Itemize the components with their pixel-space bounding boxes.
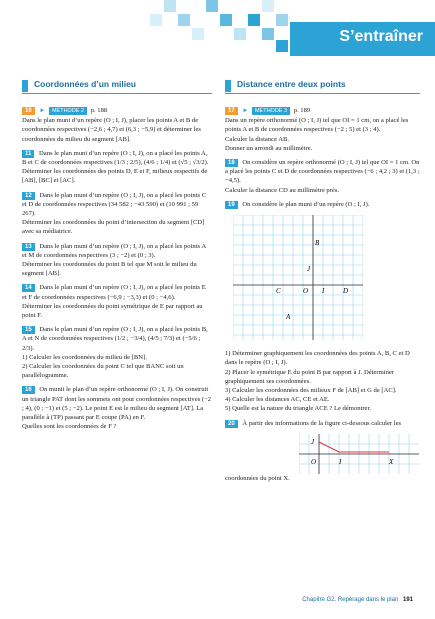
- exercise-text-2: Déterminer les coordonnées des points D, E et F, milieux respectifs de [AB], [BC] et [AC].: [22, 168, 208, 185]
- page-title: S’entraîner: [339, 28, 423, 45]
- method-link[interactable]: MÉTHODE 3: [252, 107, 290, 115]
- exercise-18: [225, 158, 420, 195]
- arrow-icon: ►: [39, 108, 46, 114]
- exercise-17: [225, 106, 420, 153]
- point-label-i: I: [322, 287, 325, 296]
- exercise-text: Dans le plan muni d’un repère (O ; I, J), on a placé les points A et M de coordonnées respectives (3 ; −2) et (0 ; 3).: [22, 242, 206, 259]
- point-label-b: B: [315, 239, 320, 248]
- exercise-item: 1) Calculer les coordonnées du milieu de [BN].: [22, 353, 147, 361]
- exercise-text: Dans le plan muni d’un repère (O ; I, J), placer les points A et B de coordonnées respectives (−2,6 ; 4,7) et (6,3 ; −5,9) et déterminer les coordonnées du milieu du segment [AB].: [22, 117, 202, 143]
- page-number: 191: [402, 597, 413, 603]
- exercise-item: 3) Calculer les coordonnées des milieux F de [AB] et G de [AC].: [225, 387, 397, 395]
- chapter-label: Chapitre G2.: [302, 597, 337, 603]
- exercise-text: À partir des informations de la figure ci-dessous calculer les coordonnées du point X.: [225, 419, 402, 482]
- exercise-number: 20: [225, 420, 238, 428]
- exercise-text-2: Déterminer les coordonnées du point d’intersection du segment [CD] avec sa médiatrice.: [22, 219, 205, 236]
- method-link[interactable]: MÉTHODE 2: [49, 107, 87, 115]
- exercise-text: On considère le plan muni d’un repère (O ; I, J).: [242, 200, 370, 208]
- page-footer: [302, 597, 413, 603]
- decorative-squares: [150, 0, 290, 62]
- point-label-i: I: [339, 457, 342, 466]
- exercise-text: Dans le plan muni d’un repère (O ; I, J), on a placé les points C et D de coordonnées respectives (34 582 ; −43 590) et (10 991 ; 59 267).: [22, 191, 207, 218]
- point-label-x: X: [389, 457, 394, 466]
- section-heading: [225, 80, 420, 94]
- exercise-number: 14: [22, 284, 35, 292]
- exercise-10: [22, 106, 212, 144]
- exercise-text-2: Quelles sont les coordonnées de F ?: [22, 423, 117, 431]
- exercise-text-2: Calculer la distance CD au millimètre près.: [225, 186, 340, 194]
- exercise-text: Dans le plan muni d’un repère (O ; I, J), on a placé les points B, A et N de coordonnées respectives (1/2 ; −3/4), (4/5 ; 7/3) et (−5/6 ; 2/3).: [22, 326, 208, 352]
- exercise-14: [22, 283, 212, 320]
- exercise-16: [22, 385, 212, 431]
- exercise-text: Dans un repère orthonormé (O ; I, J) tel que OI = 1 cm, on a placé les points A et B de coordonnées respectives (−2 ; 5) et (3 ; 4).: [225, 117, 409, 134]
- exercise-11: [22, 149, 212, 186]
- header-banner: [0, 0, 435, 62]
- point-label-o: O: [303, 287, 309, 296]
- exercise-text: On considère un repère orthonormé (O ; I, J) tel que OI = 1 cm. On a placé les points C et D de coordonnées respectives (−6 ; 4,2 ; 3) et (1,3 ; −4,5).: [225, 159, 420, 185]
- exercise-number: 16: [22, 386, 35, 394]
- line-figure: [299, 434, 419, 474]
- exercise-text-2: Déterminer les coordonnées du point symétrique de E par rapport au point F.: [22, 302, 203, 320]
- exercise-number: 12: [22, 192, 35, 200]
- method-ref: p. 188: [90, 107, 108, 114]
- exercise-number: 18: [225, 159, 238, 167]
- exercise-15: [22, 325, 212, 380]
- grid-figure: [233, 215, 363, 340]
- exercise-text: Dans le plan muni d’un repère (O ; I, J), on a placé les points A, B et C de coordonnées respectives (1/3 ; 2/5), (4/6 ; 1/4) et (√5 ; √3/2).: [22, 149, 209, 167]
- exercise-20: [225, 419, 420, 483]
- section-title-milieu: Coordonnées d’un milieu: [34, 79, 137, 89]
- point-label-a: A: [286, 313, 291, 322]
- exercise-number: 13: [22, 243, 35, 251]
- point-label-j: J: [311, 437, 315, 446]
- exercise-text-3: Donner un arrondi au millimètre.: [225, 144, 313, 152]
- exercise-text-2: Calculer la distance AB.: [225, 135, 290, 143]
- method-ref: p. 189: [293, 107, 311, 114]
- red-line: [319, 442, 389, 452]
- exercise-number: 11: [22, 150, 34, 158]
- left-column: [22, 80, 212, 437]
- exercise-text: On munit le plan d’un repère orthonormé (O ; I, J). On construit un triangle PAT dont les sommets ont pour coordonnées respectives (−2 ; 4), (0 ; −1) et (5 ; −2). Le point E est le milieu du segment [AT]. La parallèle à (TP) passant par E coupe (PA) en F.: [22, 386, 212, 422]
- exercise-item: 5) Quelle est la nature du triangle ACE ? Le démontrer.: [225, 405, 371, 413]
- exercise-item: 2) Placer le symétrique E du point B par rapport à J. Déterminer graphiquement ses coordonnées.: [225, 368, 395, 385]
- exercise-19: [225, 200, 420, 414]
- exercise-number: 10: [22, 107, 35, 115]
- point-label-d: D: [343, 287, 349, 296]
- exercise-item: 1) Déterminer graphiquement les coordonnées des points A, B, C et D dans le repère (O ; I, J).: [225, 350, 410, 367]
- point-label-o: O: [311, 457, 317, 466]
- exercise-13: [22, 242, 212, 279]
- arrow-icon: ►: [242, 108, 249, 114]
- exercise-item: 4) Calculer les distances AC, CE et AE.: [225, 396, 330, 404]
- chapter-subtitle: Repérage dans le plan: [337, 597, 399, 603]
- point-label-j: J: [307, 265, 311, 274]
- section-title-distance: Distance entre deux points: [237, 79, 346, 89]
- section-heading: [22, 80, 212, 94]
- exercise-number: 17: [225, 107, 238, 115]
- exercise-12: [22, 191, 212, 237]
- exercise-text-2: Déterminer les coordonnées du point B tel que M soit le milieu du segment [AB].: [22, 261, 197, 278]
- point-label-c: C: [276, 287, 281, 296]
- exercise-number: 19: [225, 201, 238, 209]
- exercise-text: Dans le plan muni d’un repère (O ; I, J), on a placé les points E et F de coordonnées respectives (−6,9 ; −3,3) et (0 ; −4,6).: [22, 284, 206, 301]
- exercise-number: 15: [22, 326, 35, 334]
- right-column: [225, 80, 420, 488]
- exercise-item: 2) Calculer les coordonnées du point C tel que BANC soit un parallélogramme.: [22, 363, 184, 380]
